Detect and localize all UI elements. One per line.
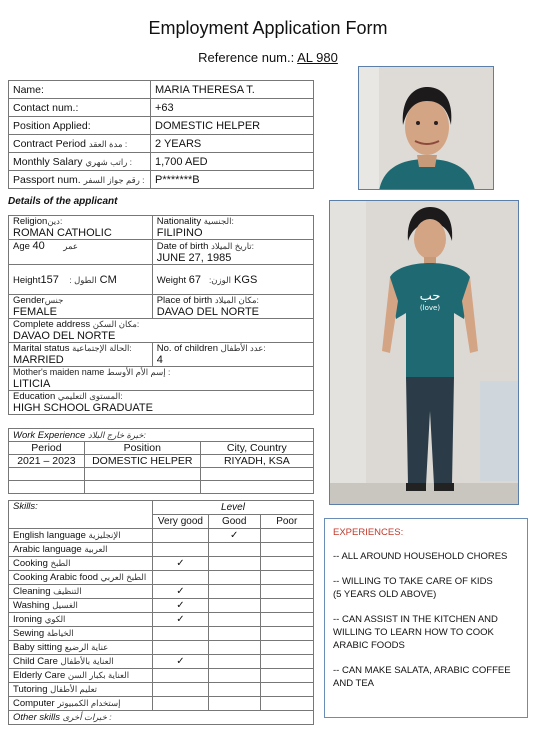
pob-value: DAVAO DEL NORTE bbox=[156, 306, 260, 318]
full-body-photo bbox=[329, 200, 519, 505]
experience-item: -- CAN MAKE SALATA, ARABIC COFFEE AND TEA bbox=[333, 665, 511, 689]
check-icon: ✓ bbox=[152, 655, 208, 669]
skill-name bbox=[9, 669, 153, 683]
age-cell bbox=[9, 240, 153, 265]
experience-item: -- ALL AROUND HOUSEHOLD CHORES bbox=[333, 551, 508, 562]
address-ar: مكان السكن: bbox=[92, 319, 140, 329]
gender-value: FEMALE bbox=[13, 306, 58, 318]
work-title-en: Work Experience bbox=[13, 429, 86, 441]
dob-value: JUNE 27, 1985 bbox=[156, 251, 232, 264]
field-value: +63 bbox=[151, 99, 314, 117]
education-ar: المستوى التعليمي: bbox=[57, 391, 123, 401]
address-value: DAVAO DEL NORTE bbox=[13, 330, 116, 342]
skill-row bbox=[9, 571, 314, 585]
field-label-en: Name: bbox=[13, 83, 44, 96]
field-label-en: Passport num. bbox=[13, 173, 81, 186]
level-cell bbox=[152, 543, 208, 557]
work-period bbox=[9, 468, 85, 481]
age-label: Age bbox=[13, 241, 30, 252]
height-value: 157 CM bbox=[40, 273, 117, 286]
field-label bbox=[9, 99, 151, 117]
children-label: No. of children bbox=[156, 343, 218, 354]
level-cell bbox=[260, 543, 314, 557]
work-row bbox=[9, 468, 314, 481]
height-cell bbox=[9, 265, 153, 295]
shirt-print bbox=[412, 289, 448, 312]
work-experience-title bbox=[9, 429, 314, 442]
reference-label: Reference num.: bbox=[198, 50, 295, 65]
pob-cell bbox=[152, 295, 313, 319]
check-icon: ✓ bbox=[152, 599, 208, 613]
field-value: 2 YEARS bbox=[151, 135, 314, 153]
level-cell bbox=[260, 683, 314, 697]
weight-cell bbox=[152, 265, 313, 295]
weight-value: 67 KGS bbox=[188, 273, 258, 286]
nationality-cell bbox=[152, 216, 313, 240]
nationality-label: Nationality bbox=[156, 216, 202, 227]
field-label-ar: راتب شهري : bbox=[85, 156, 133, 167]
skill-name-ar: الخياطة bbox=[46, 628, 74, 638]
level-cell bbox=[208, 697, 260, 711]
nationality-ar: الجنسية: bbox=[203, 216, 234, 226]
work-location: RIYADH, KSA bbox=[200, 455, 313, 468]
skill-row bbox=[9, 585, 314, 599]
basic-info-row bbox=[9, 171, 314, 189]
level-cell bbox=[260, 697, 314, 711]
level-cell bbox=[260, 529, 314, 543]
height-label: Height bbox=[13, 274, 41, 286]
religion-ar: دين: bbox=[47, 216, 63, 226]
level-very-good: Very good bbox=[152, 515, 208, 529]
skill-name bbox=[9, 627, 153, 641]
level-cell bbox=[260, 613, 314, 627]
children-value: 4 bbox=[156, 354, 163, 366]
education-value: HIGH SCHOOL GRADUATE bbox=[13, 402, 153, 414]
marital-value: MARRIED bbox=[13, 354, 64, 366]
skill-row bbox=[9, 543, 314, 557]
skill-row bbox=[9, 697, 314, 711]
work-header-location: City, Country bbox=[200, 442, 313, 455]
reference-value: AL 980 bbox=[297, 50, 338, 65]
skill-name-en: Baby sitting bbox=[13, 642, 63, 653]
age-value: 40 bbox=[32, 240, 45, 252]
skill-row bbox=[9, 669, 314, 683]
skill-row bbox=[9, 557, 314, 571]
marital-ar: الحالة الإجتماعية: bbox=[72, 343, 132, 353]
experience-item: -- CAN ASSIST IN THE KITCHEN AND WILLING TO LEARN HOW TO COOK ARABIC FOODS bbox=[333, 614, 498, 651]
skill-row bbox=[9, 641, 314, 655]
details-section-title: Details of the applicant bbox=[8, 196, 118, 207]
skill-name-en: Cleaning bbox=[13, 586, 51, 597]
basic-info-table bbox=[8, 80, 314, 189]
field-value: P*******B bbox=[151, 171, 314, 189]
skill-row bbox=[9, 655, 314, 669]
nationality-value: FILIPINO bbox=[156, 227, 203, 239]
level-cell bbox=[208, 669, 260, 683]
level-cell bbox=[152, 683, 208, 697]
mother-cell bbox=[9, 367, 314, 391]
shirt-print-arabic: حب bbox=[419, 289, 441, 304]
field-label-en: Contract Period bbox=[13, 137, 86, 150]
level-cell bbox=[208, 585, 260, 599]
skill-name-ar: تعليم الأطفال bbox=[50, 684, 98, 694]
field-label bbox=[9, 171, 151, 189]
level-cell bbox=[152, 571, 208, 585]
level-cell bbox=[208, 557, 260, 571]
check-icon: ✓ bbox=[152, 585, 208, 599]
level-cell bbox=[260, 641, 314, 655]
level-cell bbox=[208, 641, 260, 655]
address-cell bbox=[9, 319, 314, 343]
skill-row bbox=[9, 627, 314, 641]
mother-value: LITICIA bbox=[13, 378, 51, 390]
skill-name bbox=[9, 697, 153, 711]
level-cell bbox=[208, 599, 260, 613]
other-skills-ar: خبرات أخرى : bbox=[62, 712, 112, 722]
religion-value: ROMAN CATHOLIC bbox=[13, 227, 112, 239]
field-label bbox=[9, 117, 151, 135]
marital-label: Marital status bbox=[13, 343, 70, 354]
other-skills-row bbox=[9, 711, 314, 725]
field-label-en: Position Applied: bbox=[13, 119, 91, 132]
other-skills-label: Other skills bbox=[13, 712, 60, 723]
work-period: 2021 – 2023 bbox=[9, 455, 85, 468]
skill-name bbox=[9, 585, 153, 599]
level-cell bbox=[208, 571, 260, 585]
level-cell bbox=[152, 697, 208, 711]
skill-name-ar: العناية بالأطفال bbox=[60, 656, 114, 666]
skill-row bbox=[9, 529, 314, 543]
religion-label: Religion bbox=[13, 216, 48, 227]
skill-row bbox=[9, 599, 314, 613]
skills-title: Skills: bbox=[9, 501, 153, 529]
level-cell bbox=[152, 627, 208, 641]
level-cell bbox=[260, 557, 314, 571]
basic-info-row bbox=[9, 117, 314, 135]
reference-line bbox=[0, 50, 536, 65]
field-value: 1,700 AED bbox=[151, 153, 314, 171]
skill-name-ar: إستخدام الكمبيوتر bbox=[57, 698, 121, 708]
age-ar: عمر bbox=[63, 241, 78, 251]
skill-name-ar: الطبخ bbox=[50, 558, 71, 568]
level-cell bbox=[152, 669, 208, 683]
mother-label: Mother's maiden name bbox=[13, 367, 105, 377]
skill-name-ar: الكوي bbox=[44, 614, 66, 624]
form-title: Employment Application Form bbox=[148, 18, 388, 38]
skill-name bbox=[9, 655, 153, 669]
check-icon: ✓ bbox=[152, 557, 208, 571]
skill-name-en: English language bbox=[13, 530, 86, 541]
skill-name-ar: العناية بكبار السن bbox=[67, 670, 130, 680]
education-label: Education bbox=[13, 391, 56, 402]
gender-cell bbox=[9, 295, 153, 319]
skill-name-en: Ironing bbox=[13, 614, 43, 625]
children-cell bbox=[152, 343, 313, 367]
level-cell bbox=[260, 571, 314, 585]
skill-name-ar: الغسيل bbox=[52, 600, 78, 610]
portrait-photo bbox=[358, 66, 494, 190]
level-cell bbox=[152, 641, 208, 655]
skill-name bbox=[9, 599, 153, 613]
skill-name-ar: التنظيف bbox=[53, 586, 82, 596]
check-icon: ✓ bbox=[152, 613, 208, 627]
skill-name-ar: العربية bbox=[84, 544, 108, 554]
basic-info-row bbox=[9, 153, 314, 171]
pob-label: Place of birth bbox=[156, 295, 213, 306]
work-location bbox=[200, 468, 313, 481]
work-experience-table bbox=[8, 428, 314, 494]
religion-cell bbox=[9, 216, 153, 240]
level-header: Level bbox=[152, 501, 313, 515]
shirt-print-sub: (love) bbox=[419, 304, 441, 312]
experiences-list bbox=[333, 550, 519, 690]
mother-ar: إسم الأم الأوسط : bbox=[106, 367, 171, 377]
applicant-details-table bbox=[8, 215, 314, 415]
field-value: MARIA THERESA T. bbox=[151, 81, 314, 99]
full-body-illustration bbox=[330, 201, 519, 505]
basic-info-row bbox=[9, 81, 314, 99]
weight-ar: الوزن: bbox=[208, 274, 231, 285]
skill-row bbox=[9, 613, 314, 627]
work-title-ar: خبرة خارج البلاد: bbox=[87, 429, 146, 440]
education-cell bbox=[9, 391, 314, 415]
basic-info-row bbox=[9, 135, 314, 153]
skill-name bbox=[9, 543, 153, 557]
pob-ar: مكان الميلاد: bbox=[214, 295, 259, 305]
level-cell bbox=[208, 683, 260, 697]
weight-label: Weight bbox=[156, 274, 187, 286]
field-label-en: Contact num.: bbox=[13, 101, 79, 114]
level-cell bbox=[260, 669, 314, 683]
work-position bbox=[84, 481, 200, 494]
level-cell bbox=[208, 627, 260, 641]
children-ar: عدد الأطفال: bbox=[220, 343, 266, 353]
field-value: DOMESTIC HELPER bbox=[151, 117, 314, 135]
dob-label: Date of birth bbox=[156, 240, 209, 252]
work-period bbox=[9, 481, 85, 494]
gender-label: Gender bbox=[13, 295, 45, 306]
dob-ar: تاريخ الميلاد: bbox=[211, 240, 255, 251]
field-label-ar: رقم جواز السفر : bbox=[83, 174, 145, 185]
level-cell bbox=[260, 627, 314, 641]
dob-cell bbox=[152, 240, 313, 265]
level-cell bbox=[208, 613, 260, 627]
other-skills bbox=[9, 711, 314, 725]
experiences-box bbox=[324, 518, 528, 718]
skill-name-en: Arabic language bbox=[13, 544, 82, 555]
level-cell bbox=[208, 655, 260, 669]
skill-name bbox=[9, 641, 153, 655]
level-cell bbox=[260, 585, 314, 599]
work-header-position: Position bbox=[84, 442, 200, 455]
skill-name-en: Washing bbox=[13, 600, 50, 611]
skill-name-ar: عناية الرضيع bbox=[64, 642, 109, 652]
skill-name-ar: الطبخ العربي bbox=[100, 572, 147, 582]
level-cell bbox=[152, 529, 208, 543]
work-position bbox=[84, 468, 200, 481]
basic-info-row bbox=[9, 99, 314, 117]
work-header-period: Period bbox=[9, 442, 85, 455]
experience-item: -- WILLING TO TAKE CARE OF KIDS (5 YEARS OLD ABOVE) bbox=[333, 576, 493, 600]
field-label bbox=[9, 153, 151, 171]
height-ar: الطول : bbox=[69, 274, 97, 285]
skill-name-en: Elderly Care bbox=[13, 670, 66, 681]
level-cell bbox=[208, 543, 260, 557]
skill-name-ar: الإنجليزية bbox=[88, 530, 121, 540]
check-icon: ✓ bbox=[208, 529, 260, 543]
gender-ar: جنس bbox=[44, 295, 64, 305]
skill-name bbox=[9, 683, 153, 697]
skill-name-en: Computer bbox=[13, 698, 55, 709]
level-cell bbox=[260, 655, 314, 669]
work-row bbox=[9, 481, 314, 494]
skill-name bbox=[9, 571, 153, 585]
work-row bbox=[9, 455, 314, 468]
skill-name bbox=[9, 613, 153, 627]
level-good: Good bbox=[208, 515, 260, 529]
experiences-title: EXPERIENCES: bbox=[333, 527, 404, 538]
field-label-ar: مدة العقد : bbox=[88, 138, 128, 149]
skills-table bbox=[8, 500, 314, 725]
level-cell bbox=[260, 599, 314, 613]
work-location bbox=[200, 481, 313, 494]
marital-cell bbox=[9, 343, 153, 367]
skill-name-en: Cooking bbox=[13, 558, 48, 569]
field-label bbox=[9, 135, 151, 153]
skill-name bbox=[9, 529, 153, 543]
work-position: DOMESTIC HELPER bbox=[84, 455, 200, 468]
portrait-illustration bbox=[359, 67, 494, 190]
skill-name-en: Tutoring bbox=[13, 684, 48, 695]
field-label bbox=[9, 81, 151, 99]
skill-name-en: Child Care bbox=[13, 656, 58, 667]
field-label-en: Monthly Salary bbox=[13, 155, 83, 168]
skill-name-en: Cooking Arabic food bbox=[13, 572, 99, 583]
address-label: Complete address bbox=[13, 319, 91, 330]
skill-row bbox=[9, 683, 314, 697]
skill-name-en: Sewing bbox=[13, 628, 45, 639]
level-poor: Poor bbox=[260, 515, 314, 529]
skill-name bbox=[9, 557, 153, 571]
